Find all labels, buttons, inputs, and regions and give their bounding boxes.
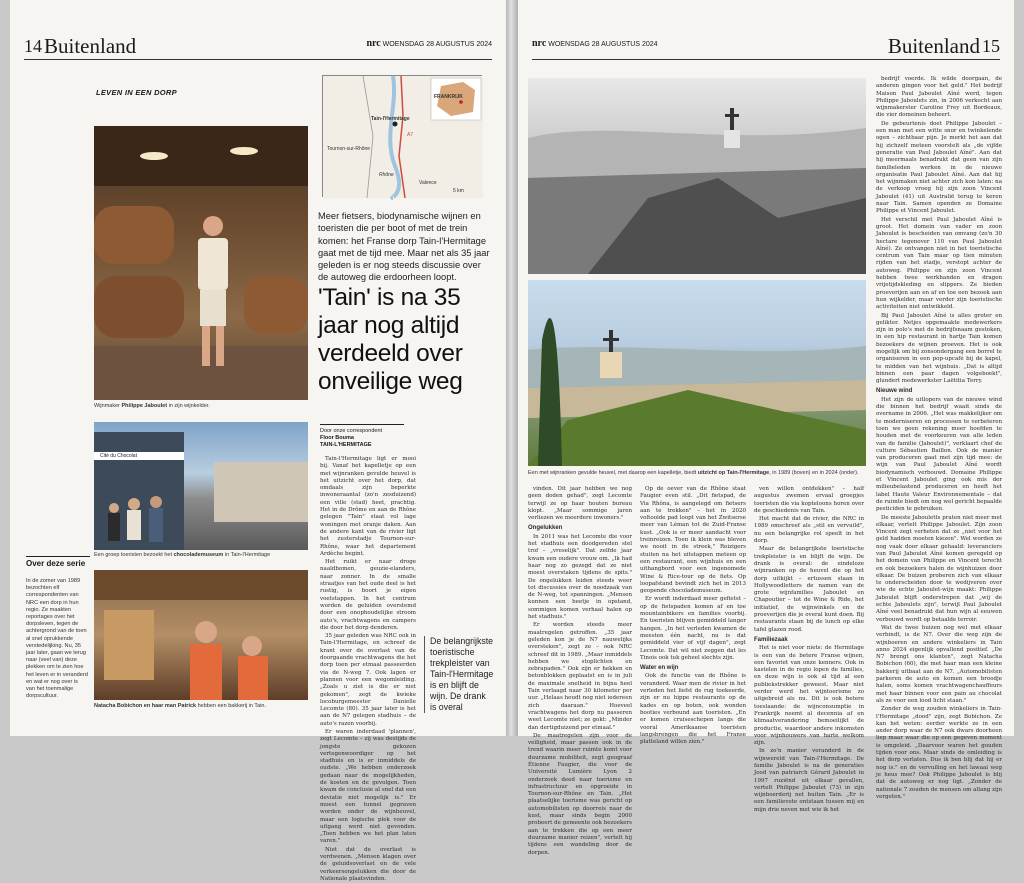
byline-author: Floor Bouma <box>320 435 354 441</box>
article-body-column <box>640 486 746 746</box>
page-number: 15 <box>982 36 1000 56</box>
page-number: 14 <box>24 36 42 56</box>
street-illustration <box>94 422 308 550</box>
body-paragraph: Ook de functie van de Rhône is veranderd. Waar men de rivier in het verleden het liefst de rug toekeerde, zijn er nu hippe restaurants op de kades en op boten, ook wonden booties verbound aan toeristen. „En er komen cruiseschepen langs die vooral Amerikaanse toeristen langsbrengen die het Franse platteland willen zien." <box>640 673 746 746</box>
body-paragraph: Er wordt inderdaad meer gefietst – op de fietspaden komen af en toe mountainbikers en families voorbij. En toeristen blijven gemiddeld langer hangen. „In het verleden kwamen de meesten één nacht, nu is dat gemiddeld vier of vijf dagen", zegt Lecomte. Dat wil niet zeggen dat les Tinois ook tuk geheel slechts zijn. <box>640 596 746 661</box>
byline <box>320 424 404 449</box>
map-river-label: Rhône <box>379 172 394 178</box>
map-town-label: Tain-l'Hermitage <box>371 116 410 122</box>
byline-role: Door onze correspondent <box>320 428 383 434</box>
nrc-logo: nrc <box>366 38 381 49</box>
body-paragraph: Er waren inderdaad 'plannen', zegt Lecomte – zij was destijds de jongste gekozen vertegenwoordiger op het stadhuis en is er inmiddels de oudste. „We hebben onderzoek gedaan naar de mogelijkheden, de kosten en de gevolgen. Toen kwam de conclusie al snel dat een deviatie niet mogelijk is." Er moest een tunnel gegraven worden onder de wijnheuvel, maar een logische plek voor de uitgang werd niet gevonden. „Toen hebben we het plan laten varen." <box>320 728 416 845</box>
shop-sign: Cité du Chocolat <box>100 453 137 459</box>
body-paragraph: In zo'n manier veranderd in de wijnwereld van Tain-l'Hermitage. De familie Jaboulet is na de generaties Jood van patriarch Gérard Jaboulet in 1997 ruziënd uit elkaar gevallen, vertelt Philippe Jaboulet (73) in zijn wijnboerderij net buiten Tain. „Er is een familievete ontstaan tussen mij en mijn drie neven met wie ik het <box>754 748 864 813</box>
issue-date: WOENSDAG 28 AUGUSTUS 2024 <box>548 41 658 48</box>
section-title: Buitenland <box>887 34 980 58</box>
subheading: Familiezaak <box>754 636 788 643</box>
body-paragraph: vinden. Dit jaar hebben we nog geen doden gehad", zegt Lecomte terwijl ze op haar houten bureau klopt. „Maar sommige jaren verliezen we meerdere inwoners." <box>528 486 632 522</box>
byline-dateline: TAIN-L'HERMITAGE <box>320 442 372 448</box>
bakery-photo-caption: Natacha Bobichon en haar man Patrick hebben een bakkerij in Tain. <box>94 703 267 709</box>
article-body-column <box>876 76 1002 800</box>
article-body-column <box>754 486 864 813</box>
body-paragraph: ven willen ontdekken" – half augustus zwemen ervaal groepjes toeristen die via kopteloons horen over de geschiedenis van Tain. <box>754 486 864 514</box>
pull-quote: De belangrijkste toeristische trekpleister van Tain-l'Hermitage is en blijft de wijn. De drank is overal <box>424 636 494 713</box>
left-page-header <box>24 34 492 60</box>
map-label: Valence <box>419 180 437 186</box>
article-lead: Meer fietsers, biodynamische wijnen en toeristen die per boot of met de trein komen: het Franse dorp Tain-l'Hermitage gaat met de tijd mee. Maar net als 35 jaar geleden is er nog steeds discussie over de autoweg die erdoorheen loopt. <box>318 211 490 283</box>
map-scale: 5 km <box>453 188 464 194</box>
body-paragraph: Zonder de weg zouden winkeliers in Tain-l'Hermitage „dood" zijn, zegt Bobichon. Ze kan het weten: eerder werkte ze in een ander dorp waar de N7 ook dwars doorheen liep maar waar die op een gegeven moment is omgeleid. „Daarvoor waren het gouden tijden voor ons. Maar sinds de omleiding is het dorp verlaten. Dus ik ben blij dat hij er nog is." en de vervuiling en het lawaai weg je heus mee? Ook Philippe Jaboulet is blij dat de autoweg er nog ligt. „Zonder de nationale 7 zouden de mensen om allang zijn vergeten." <box>876 706 1002 800</box>
body-paragraph: De meeste Jabouletts praten niet meer met elkaar, vertelt Philippe Jaboulet. Zijn zoon Vincent zegt verheten dat ze „niet voor het geld hadden moeten kiezen". Wel worden ze nog vaak door elkaar gehaald: leveranciers van Paul Jaboulet Aîné komen geregeld op het domein van Philippe en Vincent terecht en ook bezoekers halen de wijnhuizen door elkaar. De buizen proberen zich van elkaar te onderscheiden door te wedijveren over wie de echte Jaboulet-wijn maakt: Philippe Jaboulet blijft onderstrepen dat „wij de echte Jaboulets zijn", terwijl Paul Jaboulet Aîné veel benadrukt dat hun wijn al eeuwen verbouwd wordt op betaalde terroir. <box>876 514 1002 623</box>
section-title: Buitenland <box>44 34 137 58</box>
body-paragraph: Het ruikt er naar droge naaldbomen, geuzie-elanders, naar zonner. In de smalle straatjes van het oude deel is het rustig, is boort je eigen voetstappen. In het centrum worden de geluiden overstemd door een onophoudelijke stroom auto's, vrachtwagens en campers die door het dorp denderen. <box>320 559 416 631</box>
body-paragraph: Maar de belangrijkste toeristische trekpleister is en blijft de wijn. De drank is overal: de eindeloze wijnranken op de heuvel die op het dorp uitkijkt – ertussen staan in Hollywoodletters de namen van de grote wijnfamilies Jaboulet en Chapoutier – tot de Wine & Ride, het initiatief, de wijnwinkels en de proeverijen die je overal kunt doen. Bij restaurants staan bij de lunch op elke tafel glazen rood. <box>754 546 864 633</box>
subheading: Water en wijn <box>640 665 679 672</box>
body-paragraph: Niet dat de overlast is verdwenen. „Mensen klagen over de geluidsoverlast en de vele verkeersongelukken die door de Nationale plaatsvinden. <box>320 846 416 882</box>
body-paragraph: Het verschil met Paul Jaboulet Aîné is groot. Het domein van vader en zoon Jaboulet is bescheiden van omvang (zo'n 30 hectare tegenover 110 van Paul Jaboulet Aîné). Ze ontvangen niet in het toeristische centrum van Tain maar op tien minuten rijden van het stadje, verstopt achter de autoweg. Philippe en zijn zoon Vincent hebben twee werkhanden en dragen vrijetijdskleding en slippers. Ze bieden proeverijen aan en af en toe een bezoek aan hun wijkelder, maar verder zijn toeristische activiteiten niet ontwikkeld. <box>876 216 1002 311</box>
body-paragraph: Het zijn de uitlopers van de nieuwe wind die binnen het bedrijf waait sinds de overname in 2006. „Het was makkelijker om te moderniseren en processen te verbeteren toen we geen rekening meer hoefden te houden met de voorkeuren van alle leden van de familie (Jaboulet)", verklaart chef de culture Sébastien Baillon. Ook de manier van produceren gaat met zijn tijd mee: de wijn van Paul Jaboulet Aîné wordt biodynamisch verbouwd. Domaine Philippe et Vincent Jaboulet ging ook mis der milieubelastend produceren en heeft het label Haute Valeur Environnementale – dat de ruimte biedt om nog wel gericht bepaalde pesticiden te gebruiken. <box>876 396 1002 513</box>
photo-1989 <box>528 78 866 274</box>
museum-photo-caption: Een groep toeristen bezoekt het chocolademuseum in Tain-l'Hermitage <box>94 552 271 558</box>
right-page <box>518 0 1014 856</box>
body-paragraph: Bij Paul Jaboulet Aîné is alles groter en gelikter. Netjes opgemaakte medewerkers zijn in polo's met de bedrijfsnaam gestoken, in een hip restaurant in hartje Tain komen bezoekers de wijnen proeven. Het is ook mogelijk om bij zonsondergang een borrel te organiseren in een pop-upcafé bij de kapel, te midden van het wijnhuis. „Dat is altijd binnen een paar dagen volgeboekt", glundert medewerkster Laëtitia Terry. <box>876 312 1002 385</box>
cellar-illustration <box>94 126 308 400</box>
article-body-column <box>320 456 416 882</box>
body-paragraph: De maatregelen zijn voor de veiligheid, maar passen ook in de trend waarin meer ruimte komt voor duurzame mobiliteit, zegt geograaf Étienne Faugier, die voor de Université Lumière Lyon 2 onderzoek deed naar toerisme en infrastructuur en opgroeide in Tournon-sur-Rhône en Tain. „Het plaatselijke toerisme was gericht op automobilisten op doorreis naar de kust, maar sinds begin 2000 probeert de gemeente ook bezoekers aan te trekken die op een meer duurzame manier reizen", vertelt hij tijdens een wandeling door de dorpen. <box>528 732 632 856</box>
subheading: Ongelukken <box>528 525 563 532</box>
map-country-label: FRANKRIJK <box>434 94 463 100</box>
body-paragraph: Het macht dat de rivier, die NRC in 1989 omschreef als „stil en vervuild", nu een belangrijke rol speelt in het dorp. <box>754 516 864 545</box>
series-kicker: LEVEN IN EEN DORP <box>96 88 177 97</box>
location-map <box>322 75 482 197</box>
masthead <box>532 38 658 49</box>
photo-comparison-caption: Een met wijnranken gevulde heuvel, met daarop een kapelletje, biedt uitzicht op Tain-l'Hermitage, in 1989 (boven) en in 2024 (onder). <box>528 470 859 476</box>
map-label: Tournon-sur-Rhône <box>327 146 371 152</box>
series-sidebar-text: In de zomer van 1989 bezochten elf correspondenten van NRC een dorp in hun regio. Ze maakten reportages over het dorpsleven, tegen de achtergrond van de toen al snel oprukkende verstedelijking. Nu, 35 jaar later, gaan we terug naar (veel van) deze plekken om te zien hoe het leven er in veranderd en wat er nog over is van het toenmalige dorpscultuur. <box>26 578 88 700</box>
body-paragraph: Op de oever van de Rhône staat Faugier even stil. „Dit fietspad, de Via Rhôna, is aangelegd om fietsers aan te trekken" – het in 2020 voltooide pad loopt van het Zwitserse meer van Léman tot de Zuid-Franse kust. „Ook is er meer aandacht voor treinreizen. Toen ik klein was bleven we nooit in de streek," Reizigers stuiten na het uitstappen meteen op een restaurant, een wijnhuis en een uithangbord voor een ingenomede Wine & Rice-tour op de fiets. Op loopafstand bevindt zich het in 2013 geopende chocolademuseum. <box>640 486 746 595</box>
article-headline: 'Tain' is na 35 jaar nog altijd verdeeld over onveilige weg <box>318 284 463 395</box>
landscape-1989-illustration <box>528 78 866 274</box>
body-paragraph: De gebeurtenis doet Philippe Jaboulet – een man met een witte snor en twinkelende ogen – zichtbaar pijn. Je merkt het aan dat hij zichzelf meteen voorstelt als „de vijfde generatie van Paul Jaboulet Aîné". Aan dat hij meermaals benadrukt dat geen van zijn familieleden werken in de nieuwe organisatie Paul Jaboulet Aîné. Aan dat hij het wijnmaken niet achter zich kon laten: na de verkoop vroeg hij zijn zoon Vincent Jaboulet (41) uit Australië terug te keren naar Tain. Samen openden ze Domaine Philippe et Vincent Jaboulet. <box>876 120 1002 215</box>
body-paragraph: Tain-l'Hermitage ligt er mooi bij. Vanaf het kapelletje op een met wijnranken gevulde heuvel is het uitzicht over het dorp, dat omdaals zijn beperkte inwoneraantal (zo'n zesduizend) een ville (stad) heet, prachtig. Het in de Drôme en aan de Rhône gelegen "Tain" staat vol lage woningen met oranje daken. Aan de andere kant van de rivier ligt het zusterstadje Tournon-sur-Rhône, waar het departement Ardèche begint. <box>320 456 416 557</box>
body-paragraph: bedrijf voerde. Ik wilde doorgaan, de anderen gingen voor het geld." Het bedrijf Maison Paul Jaboulet Aîné werd, tegen Philippe Jaboulets zin, in 2006 verkocht aan wijnmakerster Caroline Frey uit Bordeaux, die vier domeinen beheert. <box>876 76 1002 119</box>
masthead <box>366 38 492 49</box>
body-paragraph: In 2011 was het Lecomte die voor het stadhuis een doodgereden stel trof – „vreselijk". Dat zelfde jaar kwam een oudere vrouw om. „Ik had haar nog zo gezegd dat ze niet moest overstaken tijdens de spits." De ongelukken leiden steeds weer tot discussies over de noodzaak van de N-weg, tot spanningen. „Mensen kunnen een beetje in opstand, sommigen komen verhaal halen op het stadhuis." <box>528 533 632 621</box>
nrc-logo: nrc <box>532 38 547 49</box>
photo-2024 <box>528 280 866 466</box>
landscape-2024-illustration <box>528 280 866 466</box>
series-sidebar-title: Over deze serie <box>26 556 90 569</box>
body-paragraph: 35 jaar geleden was NRC ook in Tain-l'Hermitage, en schreef de krant over de overlast van de doorgaande vrachtwagens die het dorp toen per etmaal passeerden via de N-weg 7. Ook lagen er plannen voor een wegomleiding. „Zoals u ziet is die er niet gekomen", zegt de kwieke locoburgemeester Danielle Lecomte (80). 35 jaar later is het aan de N7 gelegen stadhuis – de auto's razen voorbij. <box>320 633 416 727</box>
body-paragraph: Het is niet voor niets: de Hermitage is een van de betere Franse wijnen, een favoriet van onze kenners. Ook in kastelen in de regio lopen de families, en deze wijn is ook al tijd al een publiekstrekker geweest. Maar niet verder werd het wijntoerisme zo uitgebreid als nu. Dit is ook betere toeslaande: de wijnconsumptie in Frankrijk neemt al decennia af en klimaatverandering bemoeilijkt de productie, waardoor andere inkomsten voor wijnhouwers van harte welkom zijn. <box>754 645 864 747</box>
article-body-column <box>528 486 632 856</box>
issue-date: WOENSDAG 28 AUGUSTUS 2024 <box>382 41 492 48</box>
right-page-header <box>532 34 1000 60</box>
spread-gutter <box>506 0 518 736</box>
chocolate-museum-photo <box>94 422 308 550</box>
body-paragraph: Er worden steeds meer maatregelen getroffen. „35 jaar geleden kon je de N7 nauwelijks oversteken", zegt ze – ook NRC schreef dit in 1989. „Maar inmiddels hebben we stoplichten en zebrapaden." Ook zijn er hekken en betonblokken geplaatst en is in juli de maximale snelheid in bijna heel Tain verlaagd naar 30 kilometer per uur. „Helaas houdt nog niet iedereen zich daaraan." Hoeveel vrachtwagens het dorp nu passeren weet Lecomte niet; ze gokt: „Minder dan dertigduizend per etmaal." <box>528 622 632 731</box>
bakery-illustration <box>94 570 308 700</box>
subheading: Nieuwe wind <box>876 388 913 395</box>
body-paragraph: Wat de twee huizen nog wel met elkaar verbindt, is de N7. Over die weg zijn de wijnboeren en andere winkeliers in Tain anno 2024 eigenlijk opvallend positief. „De N7 brengt ons klanten", zegt Natacha Bobichon (60), die met haar man een kleine bakkerij uitbaat aan de N7. „Automobilisten parkeren de auto en komen een broodje halen, soms komen vrachtwagenchauffeurs met haar binnen voor een pain au chocolat als ze voor een lood licht staan." <box>876 624 1002 704</box>
left-page <box>10 0 506 882</box>
wine-cellar-photo <box>94 126 308 400</box>
map-label: A7 <box>407 132 414 138</box>
cellar-photo-caption: Wijnmaker Philippe Jaboulet in zijn wijnkelder. <box>94 403 210 409</box>
bakery-photo <box>94 570 308 700</box>
